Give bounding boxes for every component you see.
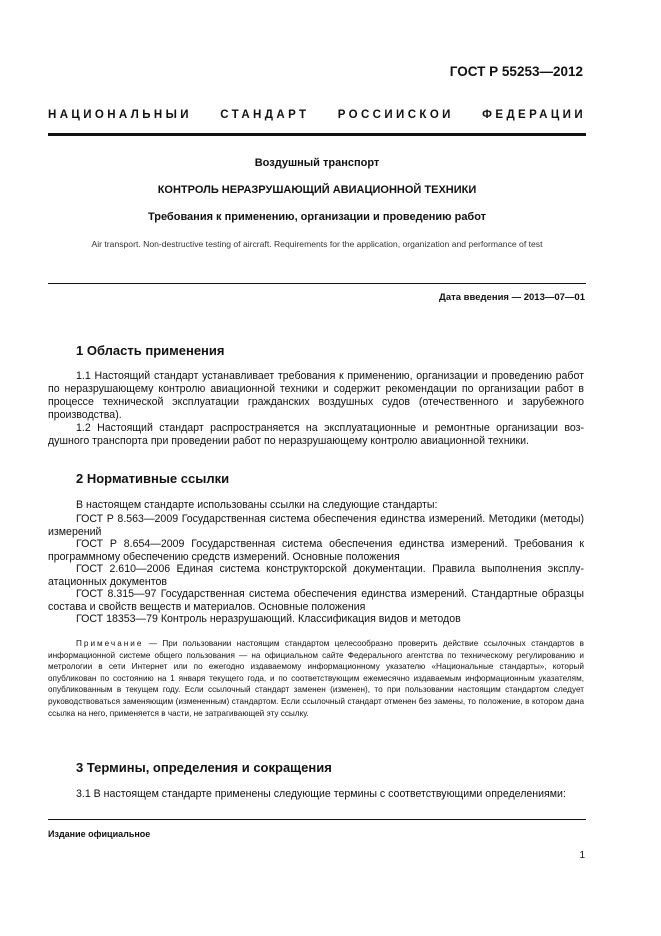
note: [48, 638, 584, 719]
subtitle: Требования к применению, организации и проведению работ: [147, 211, 487, 223]
official-edition: Издание официальное: [48, 829, 151, 839]
title-rule: [48, 283, 586, 284]
footer-rule: [48, 819, 586, 820]
reference-item: ГОСТ 2.610—2006 Единая система конструкторской документации. Правила выполнения эксплуатационных документов: [48, 563, 584, 588]
subject-title: Воздушный транспорт: [254, 157, 380, 169]
note-text: — При пользовании настоящим стандартом целесообразно проверить действие ссылочных стандартов в информационной системе общего пользования — на официальном сайте Федерального агентства по техническому регулированию и метрологии в сети Интернет или по ежегодно издаваемому информационному указателю «Национальные стандарты», который опубликован по состоянию на 1 января текущего года, и по соответствующим ежемесячно издаваемым информационным указателям, опубликованным в текущем году. Если ссылочный стандарт заменен (изменен), то при пользовании настоящим стандартом следует руководствоваться заменяющим (измененным) стандартом. Если ссылочный стандарт отменен без замены, то положение, в котором дана ссылка на него, применяется в части, не затрагивающей эту ссылку.: [48, 639, 584, 718]
paragraph-1-2: 1.2 Настоящий стандарт распространяется на эксплуатационные и ремонтные организации воздушного транспорта при проведении работ по неразрушающему контролю авиационной техники.: [48, 422, 584, 447]
references-intro: В настоящем стандарте использованы ссылки на следующие стандарты:: [76, 499, 438, 511]
reference-item: ГОСТ Р 8.563—2009 Государственная система обеспечения единства измерений. Методики (методы) измерений: [48, 513, 584, 538]
reference-item: ГОСТ 18353—79 Контроль неразрушающий. Классификация видов и методов: [76, 613, 461, 625]
paragraph-1-1: 1.1 Настоящий стандарт устанавливает требования к применению, организации и проведению работ по неразрушающему контролю авиационной техники и содержит рекомендации по организации работ в процессе технической эксплуатации гражданских воздушных судов (отечественного и зарубежного производства).: [48, 370, 584, 421]
section-2-heading: 2 Нормативные ссылки: [76, 471, 230, 486]
reference-item: ГОСТ 8.315—97 Государственная система обеспечения единства измерений. Стандартные образцы состава и свойств веществ и материалов. Основные положения: [48, 588, 584, 613]
page-number: 1: [579, 850, 585, 861]
document-number: ГОСТ Р 55253—2012: [449, 64, 583, 79]
note-label: Примечание: [76, 639, 144, 648]
main-title: КОНТРОЛЬ НЕРАЗРУШАЮЩИЙ АВИАЦИОННОЙ ТЕХНИКИ: [157, 184, 477, 196]
reference-item: ГОСТ Р 8.654—2009 Государственная система обеспечения единства измерений. Требования к программному обеспечению средств измерений. Основные положения: [48, 538, 584, 563]
section-3-heading: 3 Термины, определения и сокращения: [76, 760, 332, 775]
paragraph-3-1: 3.1 В настоящем стандарте применены следующие термины с соответствующими определениями:: [76, 788, 566, 800]
national-standard-title: НАЦИОНАЛЬНЫЙ СТАНДАРТ РОССИЙСКОЙ ФЕДЕРАЦИИ: [48, 109, 586, 121]
header-rule: [48, 133, 586, 136]
section-1-heading: 1 Область применения: [76, 343, 225, 358]
introduction-date: Дата введения — 2013—07—01: [439, 292, 585, 303]
english-title: Air transport. Non-destructive testing of aircraft. Requirements for the application, organization and performance of test: [91, 239, 543, 249]
